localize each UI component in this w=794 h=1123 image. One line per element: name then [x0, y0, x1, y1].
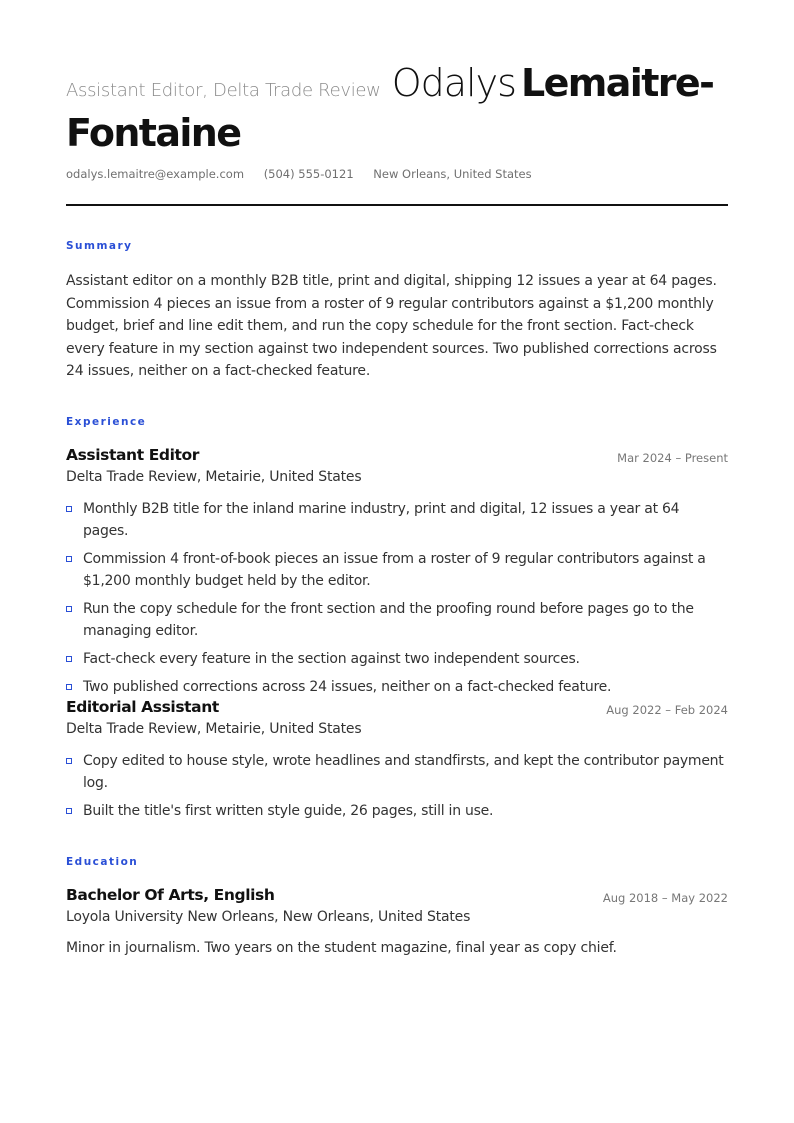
- bullet-item: [66, 598, 728, 642]
- bullet-square-icon: [66, 808, 72, 814]
- contact-email[interactable]: odalys.lemaitre@example.com: [66, 167, 245, 181]
- education-note: Minor in journalism. Two years on the student magazine, final year as copy chief.: [66, 940, 617, 956]
- current-role: Assistant Editor, Delta Trade Review: [66, 80, 381, 101]
- summary-text: Assistant editor on a monthly B2B title, print and digital, shipping 12 issues a year at 64 pages. Commission 4 pieces an issue from a roster of 9 regular contributors against a $1,200 monthly budget, brief and line edit them, and run the copy schedule for the front section. Fact-check every feature in my section against two independent sources. Two published corrections across 24 issues, neither on a fact-checked feature.: [66, 273, 717, 379]
- bullet-square-icon: [66, 656, 72, 662]
- bullet-text: Fact-check every feature in the section against two independent sources.: [83, 651, 580, 667]
- bullet-item: [66, 548, 728, 592]
- first-name: Odalys: [391, 61, 516, 105]
- bullet-square-icon: [66, 684, 72, 690]
- summary-heading: Summary: [66, 240, 133, 252]
- job-dates: Mar 2024 – Present: [617, 451, 728, 465]
- bullet-item: [66, 800, 728, 822]
- education-heading: Education: [66, 856, 139, 868]
- bullet-item: [66, 498, 728, 542]
- bullet-text: Copy edited to house style, wrote headlines and standfirsts, and kept the contributor payment log.: [83, 753, 724, 791]
- last-name: Lemaitre-Fontaine: [66, 61, 714, 155]
- resume-header: [66, 62, 728, 162]
- contact-location: New Orleans, United States: [373, 167, 532, 181]
- degree-title: Bachelor Of Arts, English: [66, 886, 275, 904]
- bullet-square-icon: [66, 556, 72, 562]
- job-bullets: [66, 750, 728, 828]
- bullet-square-icon: [66, 606, 72, 612]
- bullet-item: [66, 676, 728, 698]
- job-organization: Delta Trade Review, Metairie, United States: [66, 721, 362, 737]
- job-dates: Aug 2022 – Feb 2024: [606, 703, 728, 717]
- school-name: Loyola University New Orleans, New Orleans, United States: [66, 909, 471, 925]
- contact-line: [66, 167, 548, 181]
- bullet-text: Built the title's first written style guide, 26 pages, still in use.: [83, 803, 494, 819]
- bullet-text: Monthly B2B title for the inland marine industry, print and digital, 12 issues a year at 64 pages.: [83, 501, 680, 539]
- bullet-text: Commission 4 front-of-book pieces an issue from a roster of 9 regular contributors against a $1,200 monthly budget held by the editor.: [83, 551, 706, 589]
- job-organization: Delta Trade Review, Metairie, United States: [66, 469, 362, 485]
- job-bullets: [66, 498, 728, 704]
- contact-phone[interactable]: (504) 555-0121: [263, 167, 354, 181]
- bullet-text: Run the copy schedule for the front section and the proofing round before pages go to the managing editor.: [83, 601, 694, 639]
- bullet-text: Two published corrections across 24 issues, neither on a fact-checked feature.: [83, 679, 612, 695]
- education-dates: Aug 2018 – May 2022: [602, 891, 728, 905]
- experience-heading: Experience: [66, 416, 147, 428]
- bullet-item: [66, 648, 728, 670]
- header-divider: [66, 204, 728, 206]
- job-title: Editorial Assistant: [66, 698, 219, 716]
- bullet-square-icon: [66, 758, 72, 764]
- bullet-item: [66, 750, 728, 794]
- bullet-square-icon: [66, 506, 72, 512]
- job-title: Assistant Editor: [66, 446, 199, 464]
